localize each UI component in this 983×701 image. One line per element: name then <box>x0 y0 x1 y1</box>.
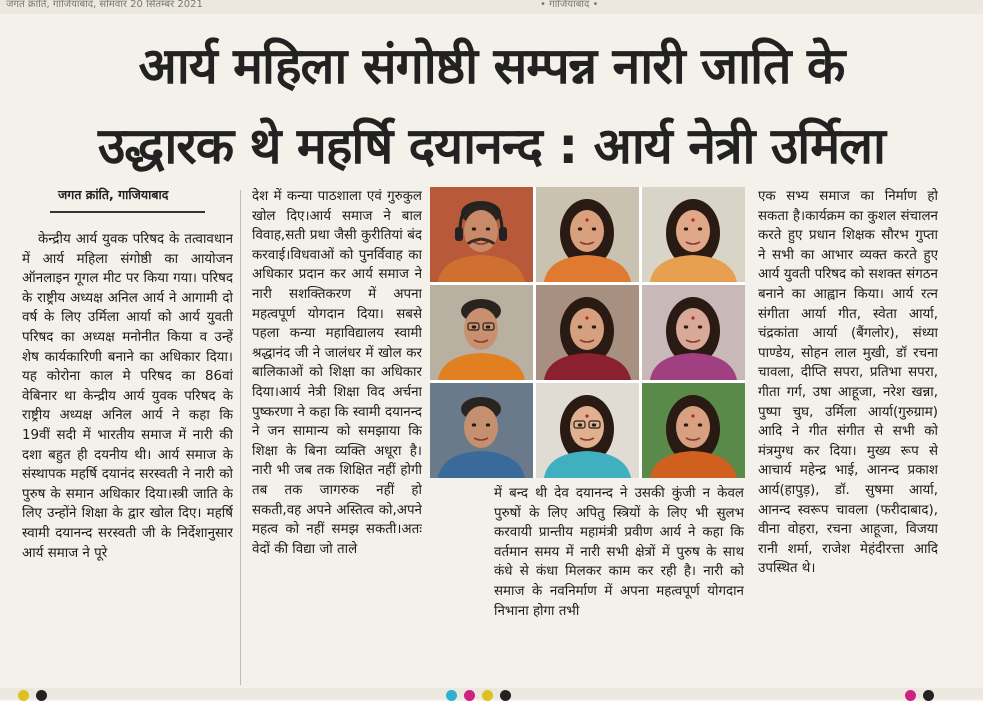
eye-shape <box>578 227 582 230</box>
headline-line-1: आर्य महिला संगोष्ठी सम्पन्न नारी जाति के <box>138 37 845 95</box>
eye-shape <box>698 227 702 230</box>
headline-line-2: उद्धारक थे महर्षि दयानन्द : आर्य नेत्री उर्मिला <box>98 117 885 175</box>
column-1 <box>22 230 233 688</box>
eye-shape <box>698 325 702 328</box>
column-3 <box>494 484 744 688</box>
eye-shape <box>592 325 596 328</box>
registration-dot <box>923 690 934 701</box>
participant-tile <box>536 383 639 478</box>
participant-photo <box>536 383 639 478</box>
column-divider <box>240 190 241 685</box>
column-2 <box>252 187 422 688</box>
byline: जगत क्रांति, गाजियाबाद <box>58 187 169 202</box>
participant-tile <box>430 285 533 380</box>
participant-photo <box>642 187 745 282</box>
face-shape <box>570 210 604 252</box>
participant-tile <box>430 383 533 478</box>
participant-tile <box>642 187 745 282</box>
eye-shape <box>486 227 490 230</box>
face-shape <box>676 308 710 350</box>
participant-tile <box>642 285 745 380</box>
eye-shape <box>684 325 688 328</box>
bindi-shape <box>585 218 588 221</box>
eye-shape <box>472 325 476 328</box>
participant-photo <box>430 187 533 282</box>
eye-shape <box>684 423 688 426</box>
registration-dot <box>464 690 475 701</box>
participant-tile <box>536 187 639 282</box>
bindi-shape <box>691 316 694 319</box>
face-shape <box>676 406 710 448</box>
column-4 <box>758 187 938 688</box>
column-3-text: में बन्द थी देव दयानन्द ने उसकी कुंजी न केवल पुरुषों के लिए अपितु स्त्रियों के लिए भी सुलभ करवायी प्रान्तीय महामंत्री प्रवीण आर्य ने कहा कि वर्तमान समय में नारी सभी क्षेत्रों में पुरुष के साथ कंधे से कंधा मिलकर काम कर रही है। नारी को समाज के नवनिर्माण में अपना महत्वपूर्ण योगदान निभाना होगा तभी <box>494 486 744 619</box>
bindi-shape <box>691 218 694 221</box>
headset-earcup <box>455 227 463 241</box>
registration-dot <box>482 690 493 701</box>
face-shape <box>464 406 498 448</box>
registration-dot <box>500 690 511 701</box>
eye-shape <box>486 325 490 328</box>
participant-photo <box>430 285 533 380</box>
top-strip <box>0 0 983 14</box>
registration-dot <box>446 690 457 701</box>
eye-shape <box>578 423 582 426</box>
participant-tile <box>536 285 639 380</box>
column-2-text: देश में कन्या पाठशाला एवं गुरुकुल खोल दिए।आर्य समाज ने बाल विवाह,सती प्रथा जैसी कुरीतियां बंद करवाई।विधवाओं को पुनर्विवाह का अधिकार प्रदान कर आर्य समाज ने नारी सशक्तिकरण में अपना महत्वपूर्ण योगदान दिया। सबसे पहला कन्या महाविद्यालय स्वामी श्रद्धानंद जी ने जालंधर में खोल कर बालिकाओं को शिक्षा का अधिकार दिया।आर्य नेत्री शिक्षा विद अर्चना पुष्करणा ने कहा कि स्वामी दयानन्द ने जन सामान्य को समझाया कि शिक्षा के बिना व्यक्ति अधूरा है। नारी भी जब तक शिक्षित नहीं होगी तब तक जागरुक नहीं हो सकती,वह अपने अस्तित्व को,अपने महत्व को नहीं समझ सकती।अतः वेदों की विद्या जो ताले <box>252 189 422 557</box>
eye-shape <box>698 423 702 426</box>
video-call-photo-grid <box>430 187 745 478</box>
eye-shape <box>592 423 596 426</box>
face-shape <box>464 210 498 252</box>
participant-tile <box>642 383 745 478</box>
top-strip-right-text: • गाजियाबाद • <box>540 0 599 10</box>
participant-tile <box>430 187 533 282</box>
face-shape <box>464 308 498 350</box>
face-shape <box>570 406 604 448</box>
face-shape <box>570 308 604 350</box>
participant-photo <box>642 383 745 478</box>
participant-photo <box>536 285 639 380</box>
eye-shape <box>472 423 476 426</box>
face-shape <box>676 210 710 252</box>
registration-dot <box>905 690 916 701</box>
column-4-text: एक सभ्य समाज का निर्माण हो सकता है।कार्यक्रम का कुशल संचालन करते हुए प्रधान शिक्षक सौरभ गुप्ता ने सभी का आभार व्यक्त करते हुए आर्य युवती परिषद को सशक्त संगठन बनाने का आह्वान किया। आर्य रत्न संगीता आर्या गीत, स्वेता आर्या, चंद्रकांता आर्या (बैंगलोर), संध्या पाण्डेय, सोहन लाल मुखी, डॉ रचना चावला, दीप्ति सपरा, प्रतिभा सपरा, गीता गर्ग, उषा आहूजा, नरेश खन्ना, पुष्पा चुघ, उर्मिला आर्या(गुरुग्राम) आदि ने गीत संगीत से सभी को मंत्रमुग्ध कर दिया। मुख्य रूप से आचार्य महेन्द्र भाई, आनन्द प्रकाश आर्य(हापुड़), डॉ. सुषमा आर्या, आनन्द स्वरूप चावला (फरीदाबाद), वीना वोहरा, रचना आहूजा, विजया रानी शर्मा, राजेश मेहंदीरत्ता आदि उपस्थित थे। <box>758 189 938 577</box>
eye-shape <box>486 423 490 426</box>
bindi-shape <box>691 414 694 417</box>
bindi-shape <box>585 316 588 319</box>
participant-photo <box>536 187 639 282</box>
eye-shape <box>578 325 582 328</box>
eye-shape <box>472 227 476 230</box>
byline-rule <box>50 211 205 213</box>
participant-photo <box>642 285 745 380</box>
registration-dot <box>18 690 29 701</box>
registration-dot <box>36 690 47 701</box>
participant-photo <box>430 383 533 478</box>
eye-shape <box>684 227 688 230</box>
column-1-text: केन्द्रीय आर्य युवक परिषद के तत्वावधान में आर्य महिला संगोष्ठी का आयोजन ऑनलाइन गूगल मीट पर किया गया। परिषद के राष्ट्रीय अध्यक्ष अनिल आर्य ने आगामी दो वर्ष के लिए उर्मिला आर्या को आर्य युवती परिषद का अध्यक्ष मनोनीत किया व उन्हें शेष कार्यकारिणी बनाने का अधिकार दिया।यह कोरोना काल मे परिषद का 86वां वेबिनार था केन्द्रीय आर्य युवक परिषद के राष्ट्रीय अध्यक्ष अनिल आर्य ने कहा कि 19वीं सदी में भारतीय समाज में नारी की दशा बहुत ही दयनीय थी। आर्य समाज के संस्थापक महर्षि दयानंद सरस्वती ने नारी को पुरुष के समान अधिकार दिया।स्त्री जाति के लिए उन्होंने शिक्षा के द्वार खोल दिए। महर्षि स्वामी दयानन्द सरस्वती जी के निर्देशानुसार आर्य समाज ने पूरे <box>22 232 233 561</box>
eye-shape <box>592 227 596 230</box>
bindi-shape <box>585 414 588 417</box>
top-strip-left-text: जगत क्रांति, गाजियाबाद, सोमवार 20 सितम्बर 2021 <box>6 0 203 10</box>
headset-earcup <box>499 227 507 241</box>
